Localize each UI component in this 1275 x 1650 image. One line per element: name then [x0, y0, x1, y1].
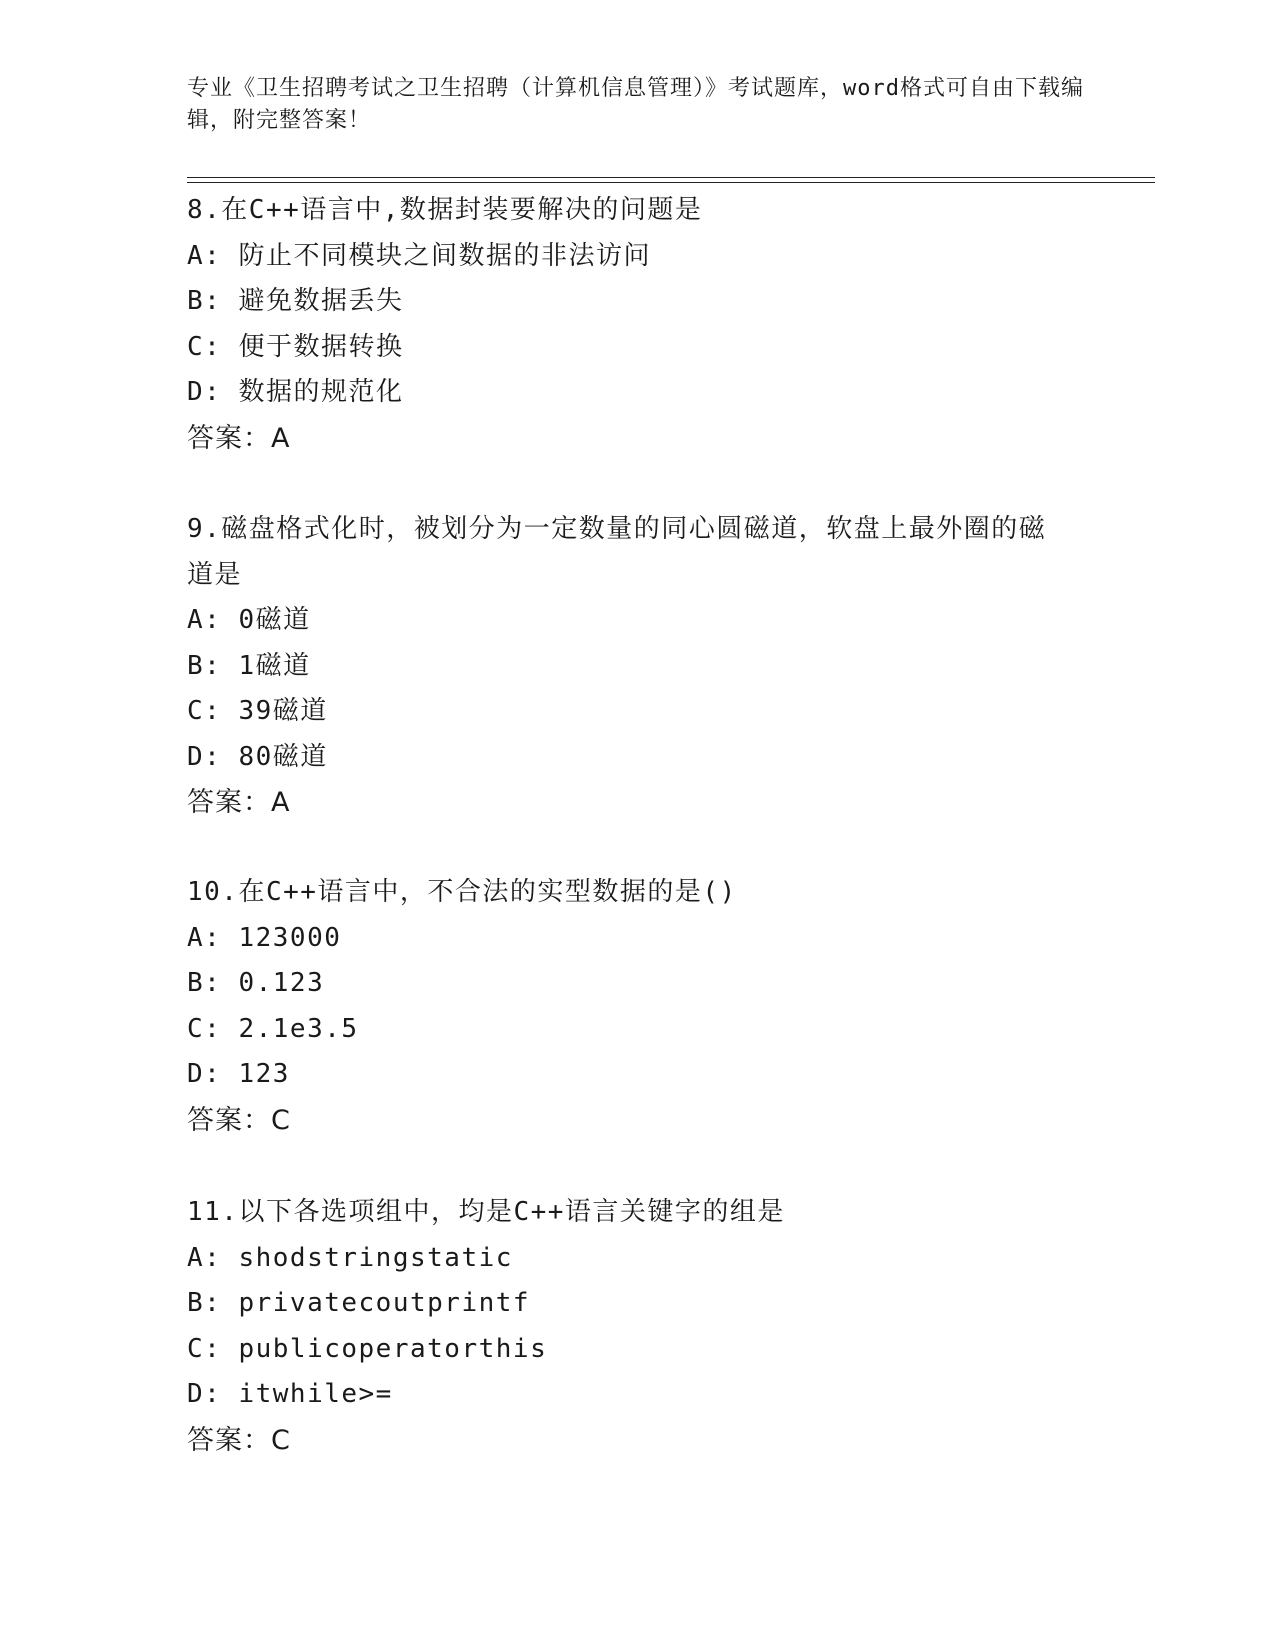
option-d: D: 数据的规范化 [187, 377, 404, 407]
question-stem: 9.磁盘格式化时，被划分为一定数量的同心圆磁道，软盘上最外圈的磁道是 [187, 514, 1047, 590]
question-11 [187, 1190, 1147, 1463]
option-b: B: 1磁道 [187, 650, 311, 681]
question-9 [187, 507, 1147, 826]
answer-text: 答案：C [187, 1424, 291, 1456]
header-divider-top [187, 177, 1155, 178]
option-b: B: privatecoutprintf [187, 1288, 531, 1318]
option-d: D: 80磁道 [187, 741, 328, 772]
option-c: C: publicoperatorthis [187, 1333, 548, 1364]
option-c: C: 39磁道 [187, 696, 328, 726]
option-a: A: 0磁道 [187, 605, 311, 635]
answer-text: 答案：A [187, 422, 291, 454]
question-10 [187, 870, 1147, 1143]
option-a: A: 防止不同模块之间数据的非法访问 [187, 240, 651, 271]
question-8 [187, 188, 1147, 461]
option-a: A: 123000 [187, 922, 342, 953]
option-b: B: 0.123 [187, 968, 325, 998]
option-b: B: 避免数据丢失 [187, 286, 404, 316]
option-c: C: 2.1e3.5 [187, 1013, 359, 1044]
option-c: C: 便于数据转换 [187, 331, 404, 362]
question-stem: 11.以下各选项组中，均是C++语言关键字的组是 [187, 1197, 785, 1227]
answer-text: 答案：C [187, 1104, 291, 1136]
question-stem: 10.在C++语言中，不合法的实型数据的是() [187, 877, 737, 907]
header-divider-bottom [187, 182, 1155, 183]
answer-text: 答案：A [187, 787, 291, 818]
option-a: A: shodstringstatic [187, 1242, 513, 1273]
document-header: 专业《卫生招聘考试之卫生招聘（计算机信息管理）》考试题库，word格式可自由下载编辑，附完整答案！ [187, 76, 1084, 133]
option-d: D: 123 [187, 1059, 290, 1089]
option-d: D: itwhile>= [187, 1379, 393, 1409]
question-stem: 8.在C++语言中,数据封装要解决的问题是 [187, 195, 703, 225]
